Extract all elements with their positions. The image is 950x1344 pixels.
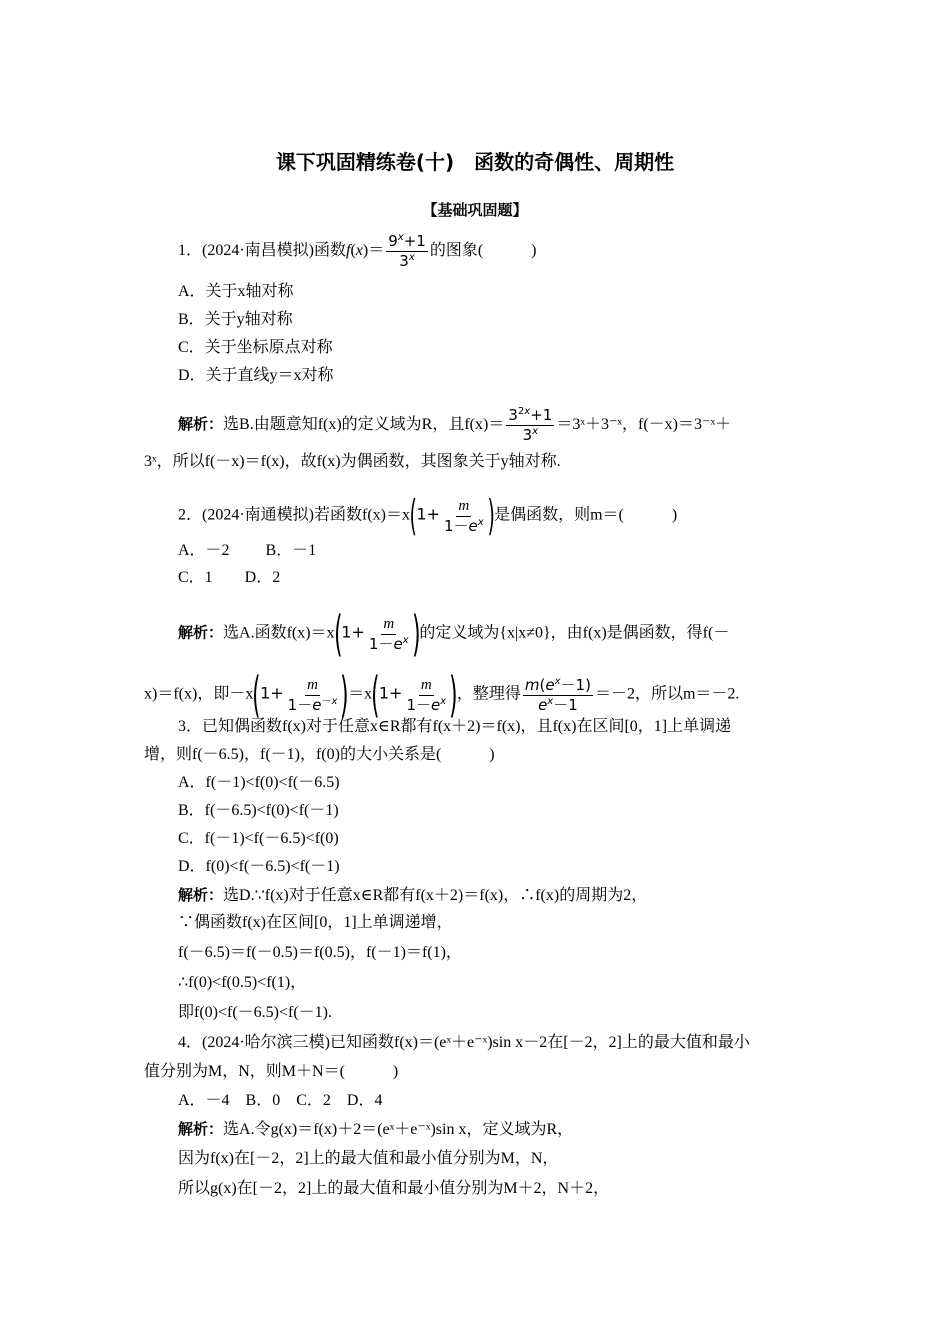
q4-stem-line2: 值分别为M，N，则M＋N＝( ) [144, 1063, 399, 1080]
q3-stem-line1: 3．已知偶函数f(x)对于任意x∈R都有f(x＋2)＝f(x)，且f(x)在区间[0，1]上单调递 [178, 718, 732, 735]
q2-fraction: $\frac{m}{1-e^x}$ [443, 497, 484, 535]
q4-answer-line3: 所以g(x)在[－2，2]上的最大值和最小值分别为M＋2，N＋2， [178, 1180, 610, 1197]
q1-option-d: D．关于直线y＝x对称 [178, 367, 334, 384]
q1-option-b: B．关于y轴对称 [178, 311, 293, 328]
q2-options-line1: A．－2 B．－1 [178, 542, 317, 559]
q1-option-c: C．关于坐标原点对称 [178, 339, 333, 356]
q3-answer-line1: 解析：选D.∵f(x)对于任意x∈R都有f(x＋2)＝f(x)，∴f(x)的周期为2， [178, 886, 648, 904]
q2-answer-line2: x)＝f(x)，即－x(1+ $\frac{m}{1-e^{-x}}$ )＝x(1+ $\frac{m}{1-e^x}$ )，整理得 $\frac{m(e^x-1)}{e^x-1}$ ＝－2，所以m＝－2. [144, 667, 740, 723]
q3-answer-line3: f(－6.5)＝f(－0.5)＝f(0.5)，f(－1)＝f(1)， [178, 944, 462, 961]
q3-answer-line5: 即f(0)<f(－6.5)<f(－1). [178, 1004, 333, 1021]
q3-option-a: A．f(－1)<f(0)<f(－6.5) [178, 774, 340, 791]
q3-option-b: B．f(－6.5)<f(0)<f(－1) [178, 802, 339, 819]
q1-stem: 1．(2024·南昌模拟)函数f(x)＝ $\frac{9^x+1}{3^x}$ 的图象( ) [178, 232, 537, 270]
q4-answer-line1: 解析：选A.令g(x)＝f(x)＋2＝(eˣ＋e⁻ˣ)sin x，定义域为R， [178, 1120, 574, 1138]
page-title: 课下巩固精练卷(十) 函数的奇偶性、周期性 [275, 150, 675, 174]
q1-answer-line1: 解析：选B.由题意知f(x)的定义域为R，且f(x)＝ $\frac{3^{2x}+1}{3^x}$ ＝3ˣ＋3⁻ˣ，f(－x)＝3⁻ˣ＋ [178, 406, 732, 444]
answer-label: 解析： [178, 415, 224, 434]
section-heading: 【基础巩固题】 [422, 201, 528, 219]
q3-option-d: D．f(0)<f(－6.5)<f(－1) [178, 858, 340, 875]
q4-stem-line1: 4．(2024·哈尔滨三模)已知函数f(x)＝(eˣ＋e⁻ˣ)sin x－2在[－2，2]上的最大值和最小 [178, 1034, 750, 1051]
q2-options-line2: C．1 D．2 [178, 569, 281, 586]
q1-option-a: A．关于x轴对称 [178, 283, 294, 300]
q1-answer-fraction: $\frac{3^{2x}+1}{3^x}$ [508, 406, 553, 444]
q3-answer-line4: ∴f(0)<f(0.5)<f(1)， [178, 974, 307, 991]
q3-option-c: C．f(－1)<f(－6.5)<f(0) [178, 830, 339, 847]
q4-options: A．－4 B．0 C．2 D．4 [178, 1092, 383, 1109]
q4-answer-line2: 因为f(x)在[－2，2]上的最大值和最小值分别为M，N， [178, 1150, 559, 1167]
q2-stem: 2．(2024·南通模拟)若函数f(x)＝x(1+ $\frac{m}{1-e^x}$ )是偶函数，则m＝( ) [178, 491, 678, 540]
q2-answer-line1: 解析：选A.函数f(x)＝x(1+ $\frac{m}{1-e^x}$ )的定义域为{x|x≠0}，由f(x)是偶函数，得f(－ [178, 606, 730, 662]
q3-answer-line2: ∵偶函数f(x)在区间[0，1]上单调递增， [178, 914, 453, 931]
q1-fraction: $\frac{9^x+1}{3^x}$ [388, 232, 426, 270]
q3-stem-line2: 增，则f(－6.5)，f(－1)，f(0)的大小关系是( ) [144, 746, 495, 763]
q1-answer-line2: 3ˣ，所以f(－x)＝f(x)，故f(x)为偶函数，其图象关于y轴对称. [144, 453, 561, 470]
